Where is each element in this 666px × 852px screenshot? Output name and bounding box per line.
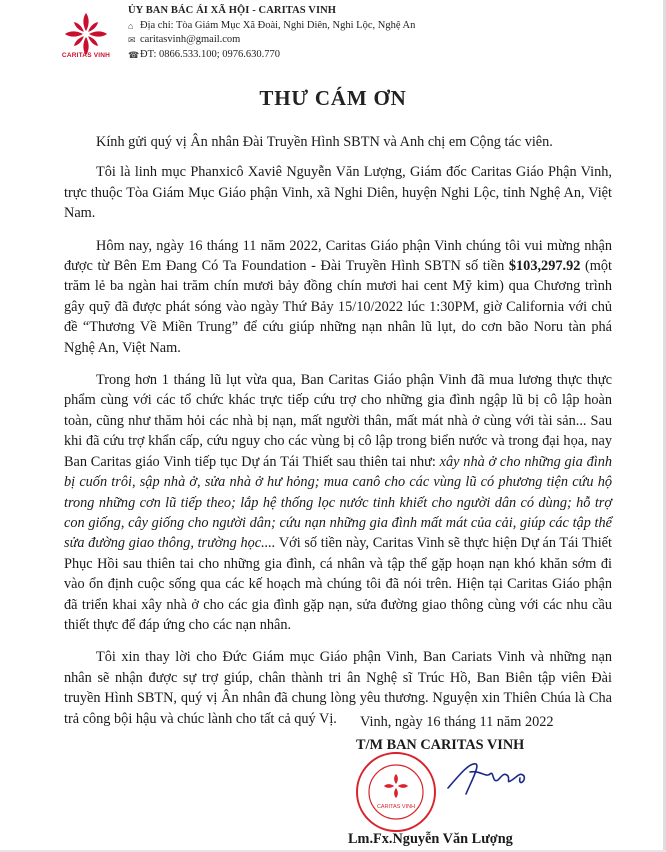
org-email: ✉ caritasvinh@gmail.com xyxy=(128,33,415,48)
paragraph-donation: Hôm nay, ngày 16 tháng 11 năm 2022, Caritas Giáo phận Vinh chúng tôi vui mừng nhận được từ Bên Em Đang Có Ta Foundation - Đài Truyền Hình SBTN số tiền $103,297.92 (một trăm lẻ ba ngàn hai trăm chín mươi bảy đồng chín mươi hai cent Mỹ kim) qua Chương trình gây quỹ đã được phát sóng vào ngày Thứ Bảy 15/10/2022 lúc 1:30PM, giờ California với chủ đề “Thương Về Miền Trung” để cứu giúp những nạn nhân lũ lụt, do cơn bão Noru tàn phá Nghệ An, Việt Nam. xyxy=(64,237,613,356)
letter-body xyxy=(64,132,612,741)
phone-icon: ☎ xyxy=(128,49,140,60)
relief-plan-list: xây nhà ở cho những gia đình bị cuốn trôi, sập nhà ở, sửa nhà ở hư hỏng; mua canô cho các vùng lũ có phương tiện cứu hộ trong những cơn lũ tiếp theo; lắp hệ thống lọc nước tinh khiết cho người dân có dùng; hỗ trợ con giống, cây giống cho người dân; cứu nạn những gia đình mất mát của cải, giúp các tập thể sửa đường giao thông, trường học.... xyxy=(64,453,612,552)
org-address: ⌂ Địa chỉ: Tòa Giám Mục Xã Đoài, Nghi Diên, Nghi Lộc, Nghệ An xyxy=(128,19,415,34)
handwritten-signature xyxy=(440,754,540,804)
donation-amount: $103,297.92 xyxy=(508,258,581,275)
signatory-title: T/M BAN CARITAS VINH xyxy=(356,737,525,753)
org-phone: ☎ ĐT: 0866.533.100; 0976.630.770 xyxy=(128,48,415,63)
caritas-seal xyxy=(354,750,438,834)
signer-name: Lm.Fx.Nguyễn Văn Lượng xyxy=(348,831,513,847)
letterhead xyxy=(128,4,415,62)
paragraph-relief: Trong hơn 1 tháng lũ lụt vừa qua, Ban Caritas Giáo phận Vinh đã mua lương thực thực phẩm cùng với các tổ chức khác trực tiếp cứu trợ cho những gia đình ngập lũ bị cô lập hoàn toàn, cũng như thăm hỏi các nhà bị nạn, mất người thân, mất mát nhà ở cùng với tài sản... Sau khi đã cứu trợ khẩn cấp, cứu nguy cho các vùng bị cô lập trong biển nước và trong đại họa, nay Ban Caritas giáo Vinh tiếp tục Dự án Tái Thiết sau thiên tai như: xây nhà ở cho những gia đình bị cuốn trôi, sập nhà ở, sửa nhà ở hư hỏng; mua canô cho các vùng lũ có phương tiện cứu hộ trong những cơn lũ tiếp theo; lắp hệ thống lọc nước tinh khiết cho người dân có dùng; hỗ trợ con giống, cây giống cho người dân; cứu nạn những gia đình mất mát của cải, giúp các tập thể sửa đường giao thông, trường học.... Với số tiền này, Caritas Vinh sẽ thực hiện Dự án Tái Thiết Phục Hồi sau thiên tai cho những gia đình, cá nhân và tập thể gặp hoạn nạn khó khăn sớm đi vào ổn định cuộc sống qua các kế hoạch mà chúng tôi đã nói trên. Hiện tại Caritas Giáo phận đã triển khai xây nhà ở cho các gia đình gặp nạn, sửa đường giao thông cùng với các nhu cầu thiết thực để đáp ứng cho các nạn nhân. xyxy=(64,372,612,633)
paragraph-intro: Tôi là linh mục Phanxicô Xaviê Nguyễn Văn Lượng, Giám đốc Caritas Giáo Phận Vinh, trực thuộc Tòa Giám Mục Giáo phận Vinh, xã Nghi Diên, huyện Nghi Lộc, tỉnh Nghệ An, Việt Nam. xyxy=(64,164,612,222)
letter-title: THƯ CÁM ƠN xyxy=(259,86,407,110)
home-icon: ⌂ xyxy=(128,20,134,31)
logo-caption: CARITAS VINH xyxy=(61,52,111,59)
greeting: Kính gửi quý vị Ân nhân Đài Truyền Hình SBTN và Anh chị em Cộng tác viên. xyxy=(96,134,553,150)
letter-date: Vinh, ngày 16 tháng 11 năm 2022 xyxy=(360,714,554,730)
paragraph-thanks: Tôi xin thay lời cho Đức Giám mục Giáo phận Vinh, Ban Cariats Vinh và những nạn nhân sẽ nhận được sự trợ giúp, chân thành tri ân Nghệ sĩ Trúc Hồ, Ban Biên tập viên Đài truyền Hình SBTN, quý vị Ân nhân đã chung lòng yêu thương. Nguyện xin Thiên Chúa là Cha trả công bội hậu và chúc lành cho tất cả quý Vị. xyxy=(64,649,612,727)
caritas-logo xyxy=(58,6,114,70)
org-name: ỦY BAN BÁC ÁI XÃ HỘI - CARITAS VINH xyxy=(128,5,337,16)
email-icon: ✉ xyxy=(128,35,136,46)
seal-text: CARITAS VINH xyxy=(376,804,416,810)
